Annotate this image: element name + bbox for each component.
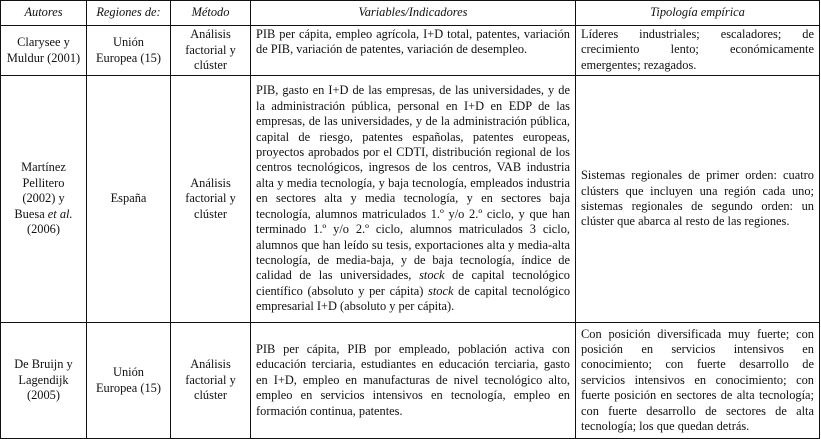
- cell-regiones: Unión Europea (15): [87, 323, 171, 439]
- header-autores: Autores: [1, 1, 87, 26]
- table-row: [1, 26, 820, 76]
- header-row: [1, 1, 820, 26]
- cell-autores: De Bruijn y Lagendijk (2005): [1, 323, 87, 439]
- cell-variables: PIB per cápita, PIB por empleado, población activa con educación terciaria, estudiantes en educación terciaria, gasto en I+D, empleo en manufacturas de nivel tecnológico alto, empleo en servicios intensivos en tecnología, empleo en formación continua, patentes.: [251, 323, 576, 439]
- autores-year: (2006): [26, 222, 61, 237]
- cell-variables: PIB per cápita, empleo agrícola, I+D total, patentes, variación de PIB, variación de patentes, variación de desempleo.: [251, 26, 576, 76]
- cell-tipologia: Líderes industriales; escaladores; de crecimiento lento; económicamente emergentes; rezagados.: [576, 26, 820, 76]
- cell-autores: Clarysee y Muldur (2001): [1, 26, 87, 76]
- cell-autores: [1, 76, 87, 323]
- cell-regiones: Unión Europea (15): [87, 26, 171, 76]
- stock-term: stock: [419, 268, 445, 283]
- header-regiones: Regiones de:: [87, 1, 171, 26]
- et-al-text: et al.: [47, 206, 73, 221]
- cell-variables: [251, 76, 576, 323]
- stock-term: stock: [428, 283, 454, 298]
- cell-metodo: Análisis factorial y clúster: [171, 323, 251, 439]
- cell-metodo: Análisis factorial y clúster: [171, 76, 251, 323]
- header-variables: Variables/Indicadores: [251, 1, 576, 26]
- cell-regiones: España: [87, 76, 171, 323]
- variables-text: PIB, gasto en I+D de las empresas, de las universidades, y de la administración pública, personal en I+D en EDP de las empresas, de las universidades, y de la administración pública, capital de riesgo, patentes españolas, patentes europeas, proyectos aprobados por el CDTI, distribución regional de los centros tecnológicos, ingresos de los centros, VAB industria alta y media tecnología, y baja tecnología, empleados industria en sectores alta y media tecnología, y en sectores baja tecnología, alumnos matriculados 1.º y/o 2.º ciclo, y que han terminado 1.º y/o 2.º ciclo, alumnos matriculados 3 ciclo, alumnos que han leído su tesis, exportaciones alta y media-alta tecnología, de media-baja, y de baja tecnología, índice de calidad de las universidades,: [256, 83, 570, 283]
- table-row: [1, 76, 820, 323]
- variables-text: de capital tecnológico científico (absoluto y per cápita): [256, 268, 570, 298]
- table-row: [1, 323, 820, 439]
- header-metodo: Método: [171, 1, 251, 26]
- header-tipologia: Tipología empírica: [576, 1, 820, 26]
- cell-tipologia: Con posición diversificada muy fuerte; con posición en servicios intensivos en conocimiento; con fuerte desarrollo de servicios intensivos en conocimiento; con fuerte posición en sectores de alta tecnología; con fuerte desarrollo de sectores de alta tecnología; los que quedan detrás.: [576, 323, 820, 439]
- cell-tipologia: Sistemas regionales de primer orden: cuatro clústers que incluyen una región cada uno; sistemas regionales de segundo orden: un clúster que abarca al resto de las regiones.: [576, 76, 820, 323]
- variables-text: de capital tecnológico empresarial I+D (absoluto y per cápita).: [256, 283, 571, 314]
- cell-metodo: Análisis factorial y clúster: [171, 26, 251, 76]
- autores-text: Martínez Pellitero (2002) y Buesa: [14, 160, 66, 221]
